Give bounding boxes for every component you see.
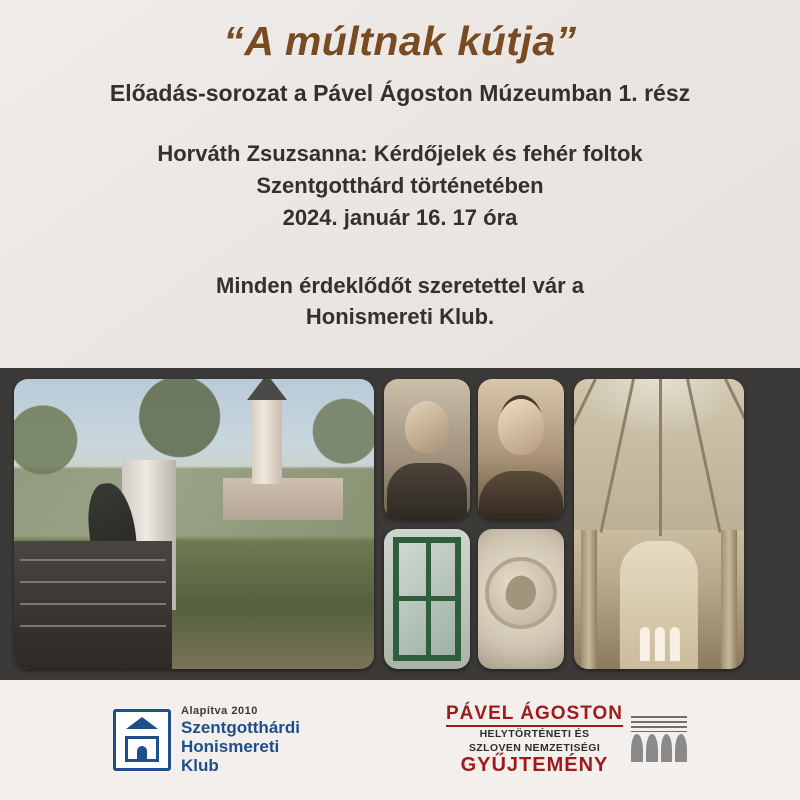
small-photos-column [384, 379, 564, 669]
man-portrait-photo [384, 379, 470, 519]
invitation-line-2: Honismereti Klub. [305, 304, 495, 330]
monument-and-church-photo [14, 379, 374, 669]
poster-subtitle: Előadás-sorozat a Pável Ágoston Múzeumban 1. rész [109, 80, 691, 107]
photo-gallery-strip [0, 368, 800, 680]
stone-relief-photo [478, 529, 564, 669]
woman-portrait-photo [478, 379, 564, 519]
page-title: “A múltnak kútja” [223, 18, 577, 64]
club-name-line-2: Honismereti [181, 736, 280, 756]
event-date-line: 2024. január 16. 17 óra [282, 204, 518, 230]
founded-label: Alapítva 2010 [181, 704, 258, 717]
footer-logos [0, 680, 800, 800]
church-interior-photo [574, 379, 744, 669]
club-name-line-3: Klub [181, 756, 219, 776]
collection-subtitle-line-1: HELYTÖRTÉNETI ÉS [479, 728, 590, 741]
lecture-title-line-2: Szentgotthárd történetében [256, 172, 544, 198]
green-window-photo [384, 529, 470, 669]
archive-arches-icon [631, 716, 687, 764]
building-icon [113, 709, 171, 771]
collection-name-bottom: GYŰJTEMÉNY [460, 754, 609, 777]
collection-name-top: PÁVEL ÁGOSTON [446, 704, 623, 728]
honismereti-klub-logo [113, 705, 300, 775]
poster-text-block [0, 0, 800, 333]
lecture-title-line-1: Horváth Zsuzsanna: Kérdőjelek és fehér foltok [157, 140, 643, 166]
pavel-agoston-collection-logo [446, 704, 687, 777]
club-name-line-1: Szentgotthárdi [181, 717, 300, 737]
collection-subtitle-line-2: SZLOVEN NEMZETISÉGI [468, 741, 601, 754]
invitation-line-1: Minden érdeklődőt szeretettel vár a [216, 272, 584, 298]
